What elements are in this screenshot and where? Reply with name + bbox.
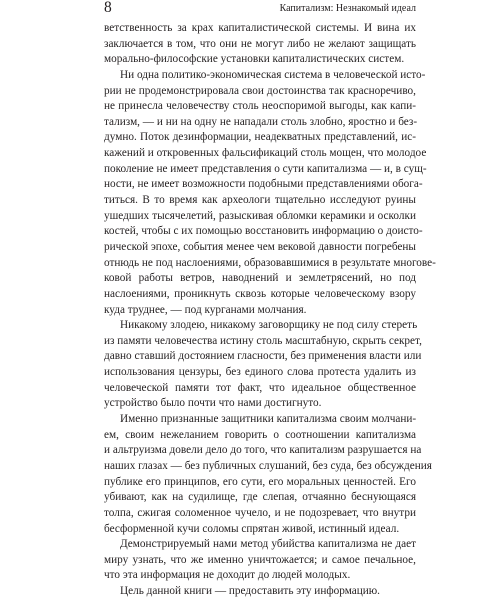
text-line: не принесла человечеству столь неоспоримой выгоды, как капи- — [104, 100, 416, 113]
text-line: что эта информация не доходит до людей молодых. — [104, 569, 351, 582]
text-line: наших глазах — без публичных слушаний, без суда, без обсуждения — [104, 459, 432, 472]
text-line: и альтруизма довели дело до того, что капитализм разрушается на — [104, 444, 422, 457]
text-line: ем, своим нежеланием говорить о соотношении капитализма — [104, 428, 416, 441]
running-title: Капитализм: Незнакомый идеал — [279, 3, 416, 14]
text-line: устройство было почти что нами достигнуто. — [104, 397, 322, 410]
text-line: рии не продемонстрировала свои достоинства так красноречиво, — [104, 84, 416, 97]
text-line: тализм, — и ни на одну не нападали столь злобно, яростно и без- — [104, 115, 418, 128]
text-line: рической эпохе, события менее чем вековой давности погребены — [104, 240, 416, 253]
text-line: Цель данной книги — предоставить эту информацию. — [120, 585, 380, 598]
text-line: куда труднее, — под курганами молчания. — [104, 303, 307, 316]
text-line: заключается в том, что они не могут либо не желают защищать — [104, 37, 416, 50]
text-line: давно ставший достоянием гласности, без применения власти или — [104, 350, 422, 363]
running-header — [104, 0, 416, 18]
text-line: ковой работы ветров, наводнений и землетрясений, но под — [104, 272, 416, 285]
text-line: титься. В то время как археологи тщательно исследуют руины — [104, 194, 416, 207]
text-line: ушедших тысячелетий, разыскивая обломки керамики и осколки — [104, 209, 416, 222]
text-line: ветственность за крах капиталистической системы. И вина их — [104, 22, 416, 34]
text-line: из памяти человечества истину столь масштабную, скрыть секрет, — [104, 334, 422, 347]
text-line: ности, не имеет возможности подобными представлениями обога- — [104, 178, 423, 191]
text-line: морально-философские установки капиталистических систем. — [104, 53, 405, 66]
text-line: миру узнать, что же именно уничтожается; и самое печальное, — [104, 553, 416, 566]
text-line: бесформенной кучи соломы спрятан живой, истинный идеал. — [104, 522, 400, 535]
text-line: кажений и откровенных фальсификаций столь мощен, что молодое — [104, 147, 427, 160]
body-text — [104, 21, 436, 600]
text-line: Именно признанные защитники капитализма своим молчани- — [120, 413, 417, 426]
text-line: Ни одна политико-экономическая система в человеческой исто- — [120, 68, 426, 81]
text-line: поколение не имеет представления о сути капитализма — и, в сущ- — [104, 162, 427, 175]
text-line: думно. Поток дезинформации, неадекватных представлений, ис- — [104, 131, 416, 144]
text-line: наслоениями, проникнуть сквозь которые человеческому взору — [104, 287, 416, 300]
text-line: убивают, как на судилище, где слепая, отчаянно беснующаяся — [104, 491, 416, 504]
page-number: 8 — [104, 0, 112, 16]
text-line: использования цензуры, без единого слова протеста удалить из — [104, 366, 416, 379]
text-line: костей, чтобы с их помощью восстановить информацию о доисто- — [104, 225, 423, 238]
text-line: толпа, сжигая соломенное чучело, и не подозревает, что внутри — [104, 506, 416, 519]
text-line: Никакому злодею, никакому заговорщику не под силу стереть — [120, 319, 418, 332]
text-line: человеческой памяти тот факт, что идеальное общественное — [104, 381, 416, 394]
text-line: Демонстрируемый нами метод убийства капитализма не дает — [120, 538, 416, 551]
text-line: отнюдь не под наслоениями, образовавшимися в результате многове- — [104, 256, 436, 269]
text-line: публике его принципов, его сути, его моральных ценностей. Его — [104, 475, 416, 488]
